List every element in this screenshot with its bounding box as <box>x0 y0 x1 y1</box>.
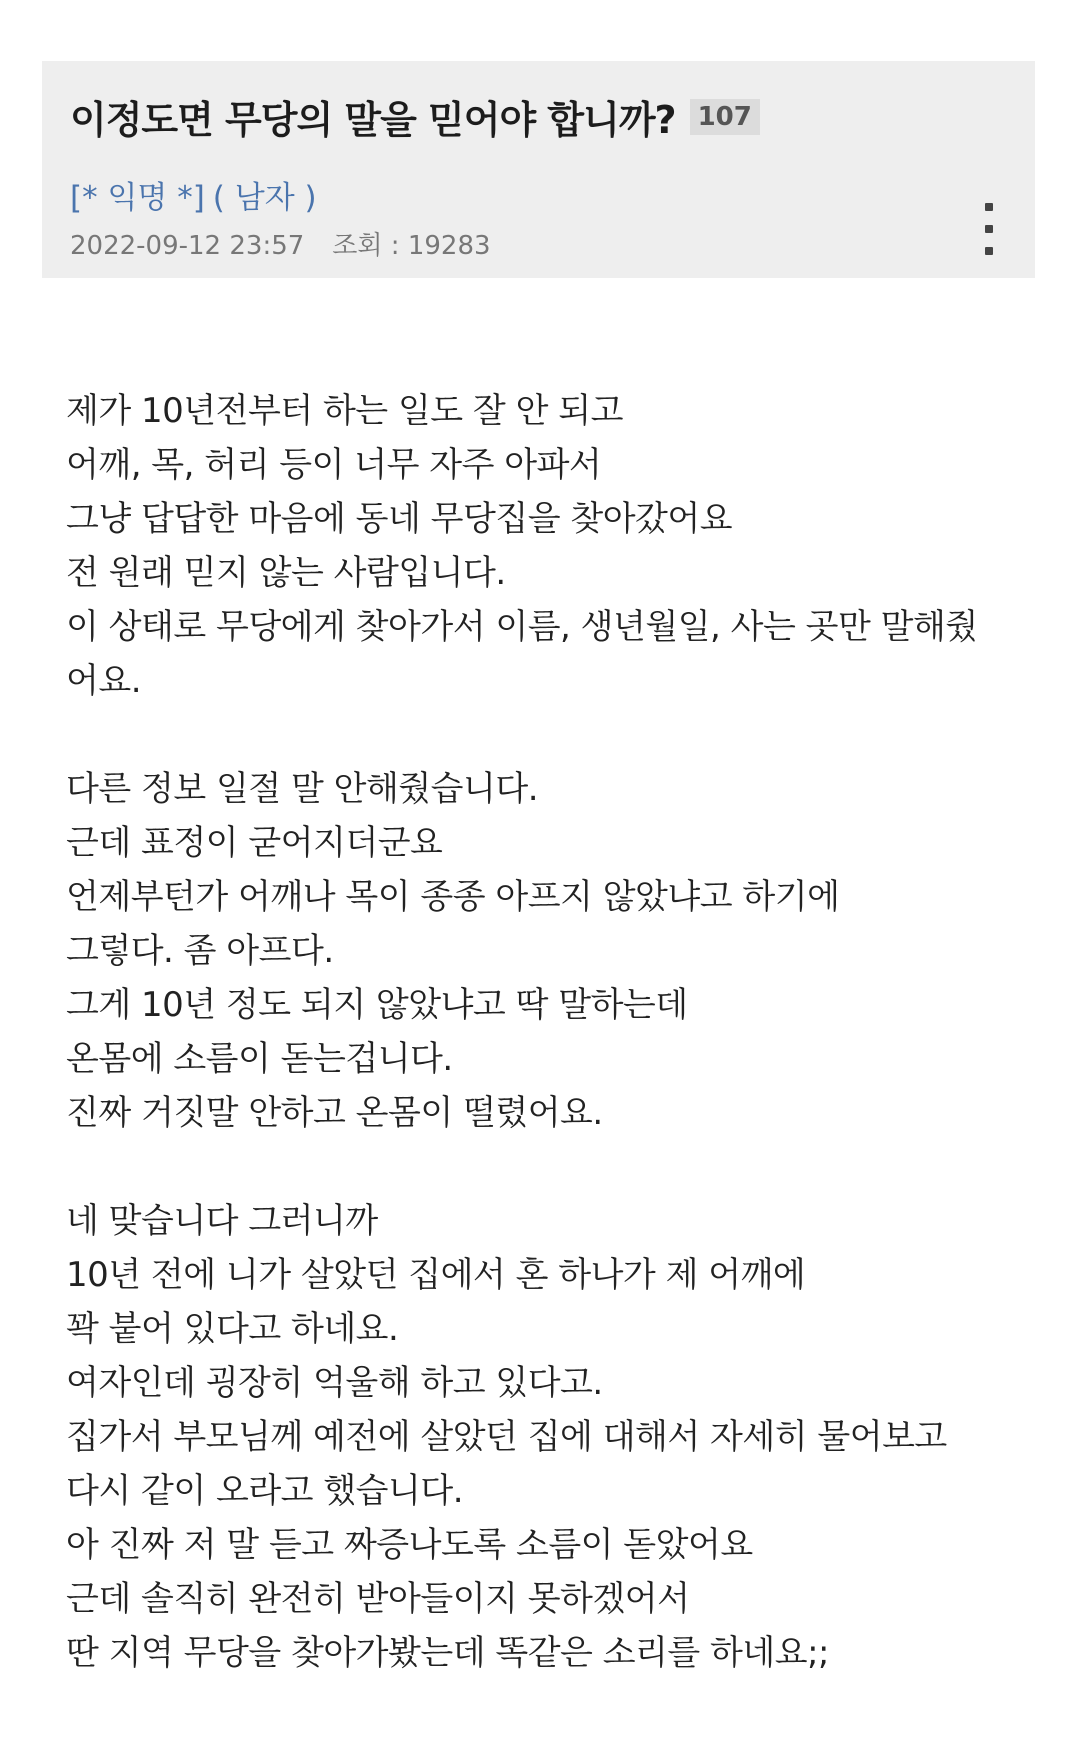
body-line: 다시 같이 오라고 했습니다. <box>66 1471 464 1511</box>
body-line: 이 상태로 무당에게 찾아가서 이름, 생년월일, 사는 곳만 말해줬 <box>66 607 978 647</box>
paragraph-gap <box>66 708 1026 762</box>
comment-count-badge[interactable]: 107 <box>690 99 760 135</box>
body-line: 어깨, 목, 허리 등이 너무 자주 아파서 <box>66 445 602 485</box>
author-gender: ( 남자 ) <box>212 180 317 216</box>
body-line: 아 진짜 저 말 듣고 짜증나도록 소름이 돋았어요 <box>66 1525 753 1565</box>
more-vertical-icon[interactable] <box>977 203 1001 255</box>
body-line: 제가 10년전부터 하는 일도 잘 안 되고 <box>66 391 623 431</box>
body-line: 그게 10년 정도 되지 않았냐고 딱 말하는데 <box>66 985 688 1025</box>
body-line: 전 원래 믿지 않는 사람입니다. <box>66 553 506 593</box>
body-line: 언제부턴가 어깨나 목이 종종 아프지 않았냐고 하기에 <box>66 877 840 917</box>
post-datetime: 2022-09-12 23:57 <box>70 231 305 261</box>
more-dot <box>985 247 993 255</box>
post-title: 이정도면 무당의 말을 믿어야 합니까? <box>70 98 676 142</box>
more-dot <box>985 225 993 233</box>
post-body <box>66 384 1026 1680</box>
body-line: 다른 정보 일절 말 안해줬습니다. <box>66 769 539 809</box>
more-dot <box>985 203 993 211</box>
post-header <box>42 61 1035 278</box>
body-line: 딴 지역 무당을 찾아가봤는데 똑같은 소리를 하네요;; <box>66 1633 829 1673</box>
author-name[interactable]: [* 익명 *] <box>70 180 205 216</box>
body-line: 10년 전에 니가 살았던 집에서 혼 하나가 제 어깨에 <box>66 1255 806 1295</box>
body-line: 그냥 답답한 마음에 동네 무당집을 찾아갔어요 <box>66 499 733 539</box>
title-row <box>70 89 760 144</box>
body-line: 근데 표정이 굳어지더군요 <box>66 823 443 863</box>
body-line: 근데 솔직히 완전히 받아들이지 못하겠어서 <box>66 1579 690 1619</box>
post-meta <box>70 225 491 262</box>
body-line: 여자인데 굉장히 억울해 하고 있다고. <box>66 1363 603 1403</box>
body-line: 집가서 부모님께 예전에 살았던 집에 대해서 자세히 물어보고 <box>66 1417 947 1457</box>
body-line: 네 맞습니다 그러니까 <box>66 1201 378 1241</box>
body-line: 꽉 붙어 있다고 하네요. <box>66 1309 399 1349</box>
author-info <box>70 172 325 217</box>
body-line: 온몸에 소름이 돋는겁니다. <box>66 1039 453 1079</box>
body-line: 그렇다. 좀 아프다. <box>66 931 334 971</box>
view-count: 조회 : 19283 <box>332 231 491 261</box>
body-line: 어요. <box>66 661 141 701</box>
paragraph-gap <box>66 1140 1026 1194</box>
body-line: 진짜 거짓말 안하고 온몸이 떨렸어요. <box>66 1093 603 1133</box>
